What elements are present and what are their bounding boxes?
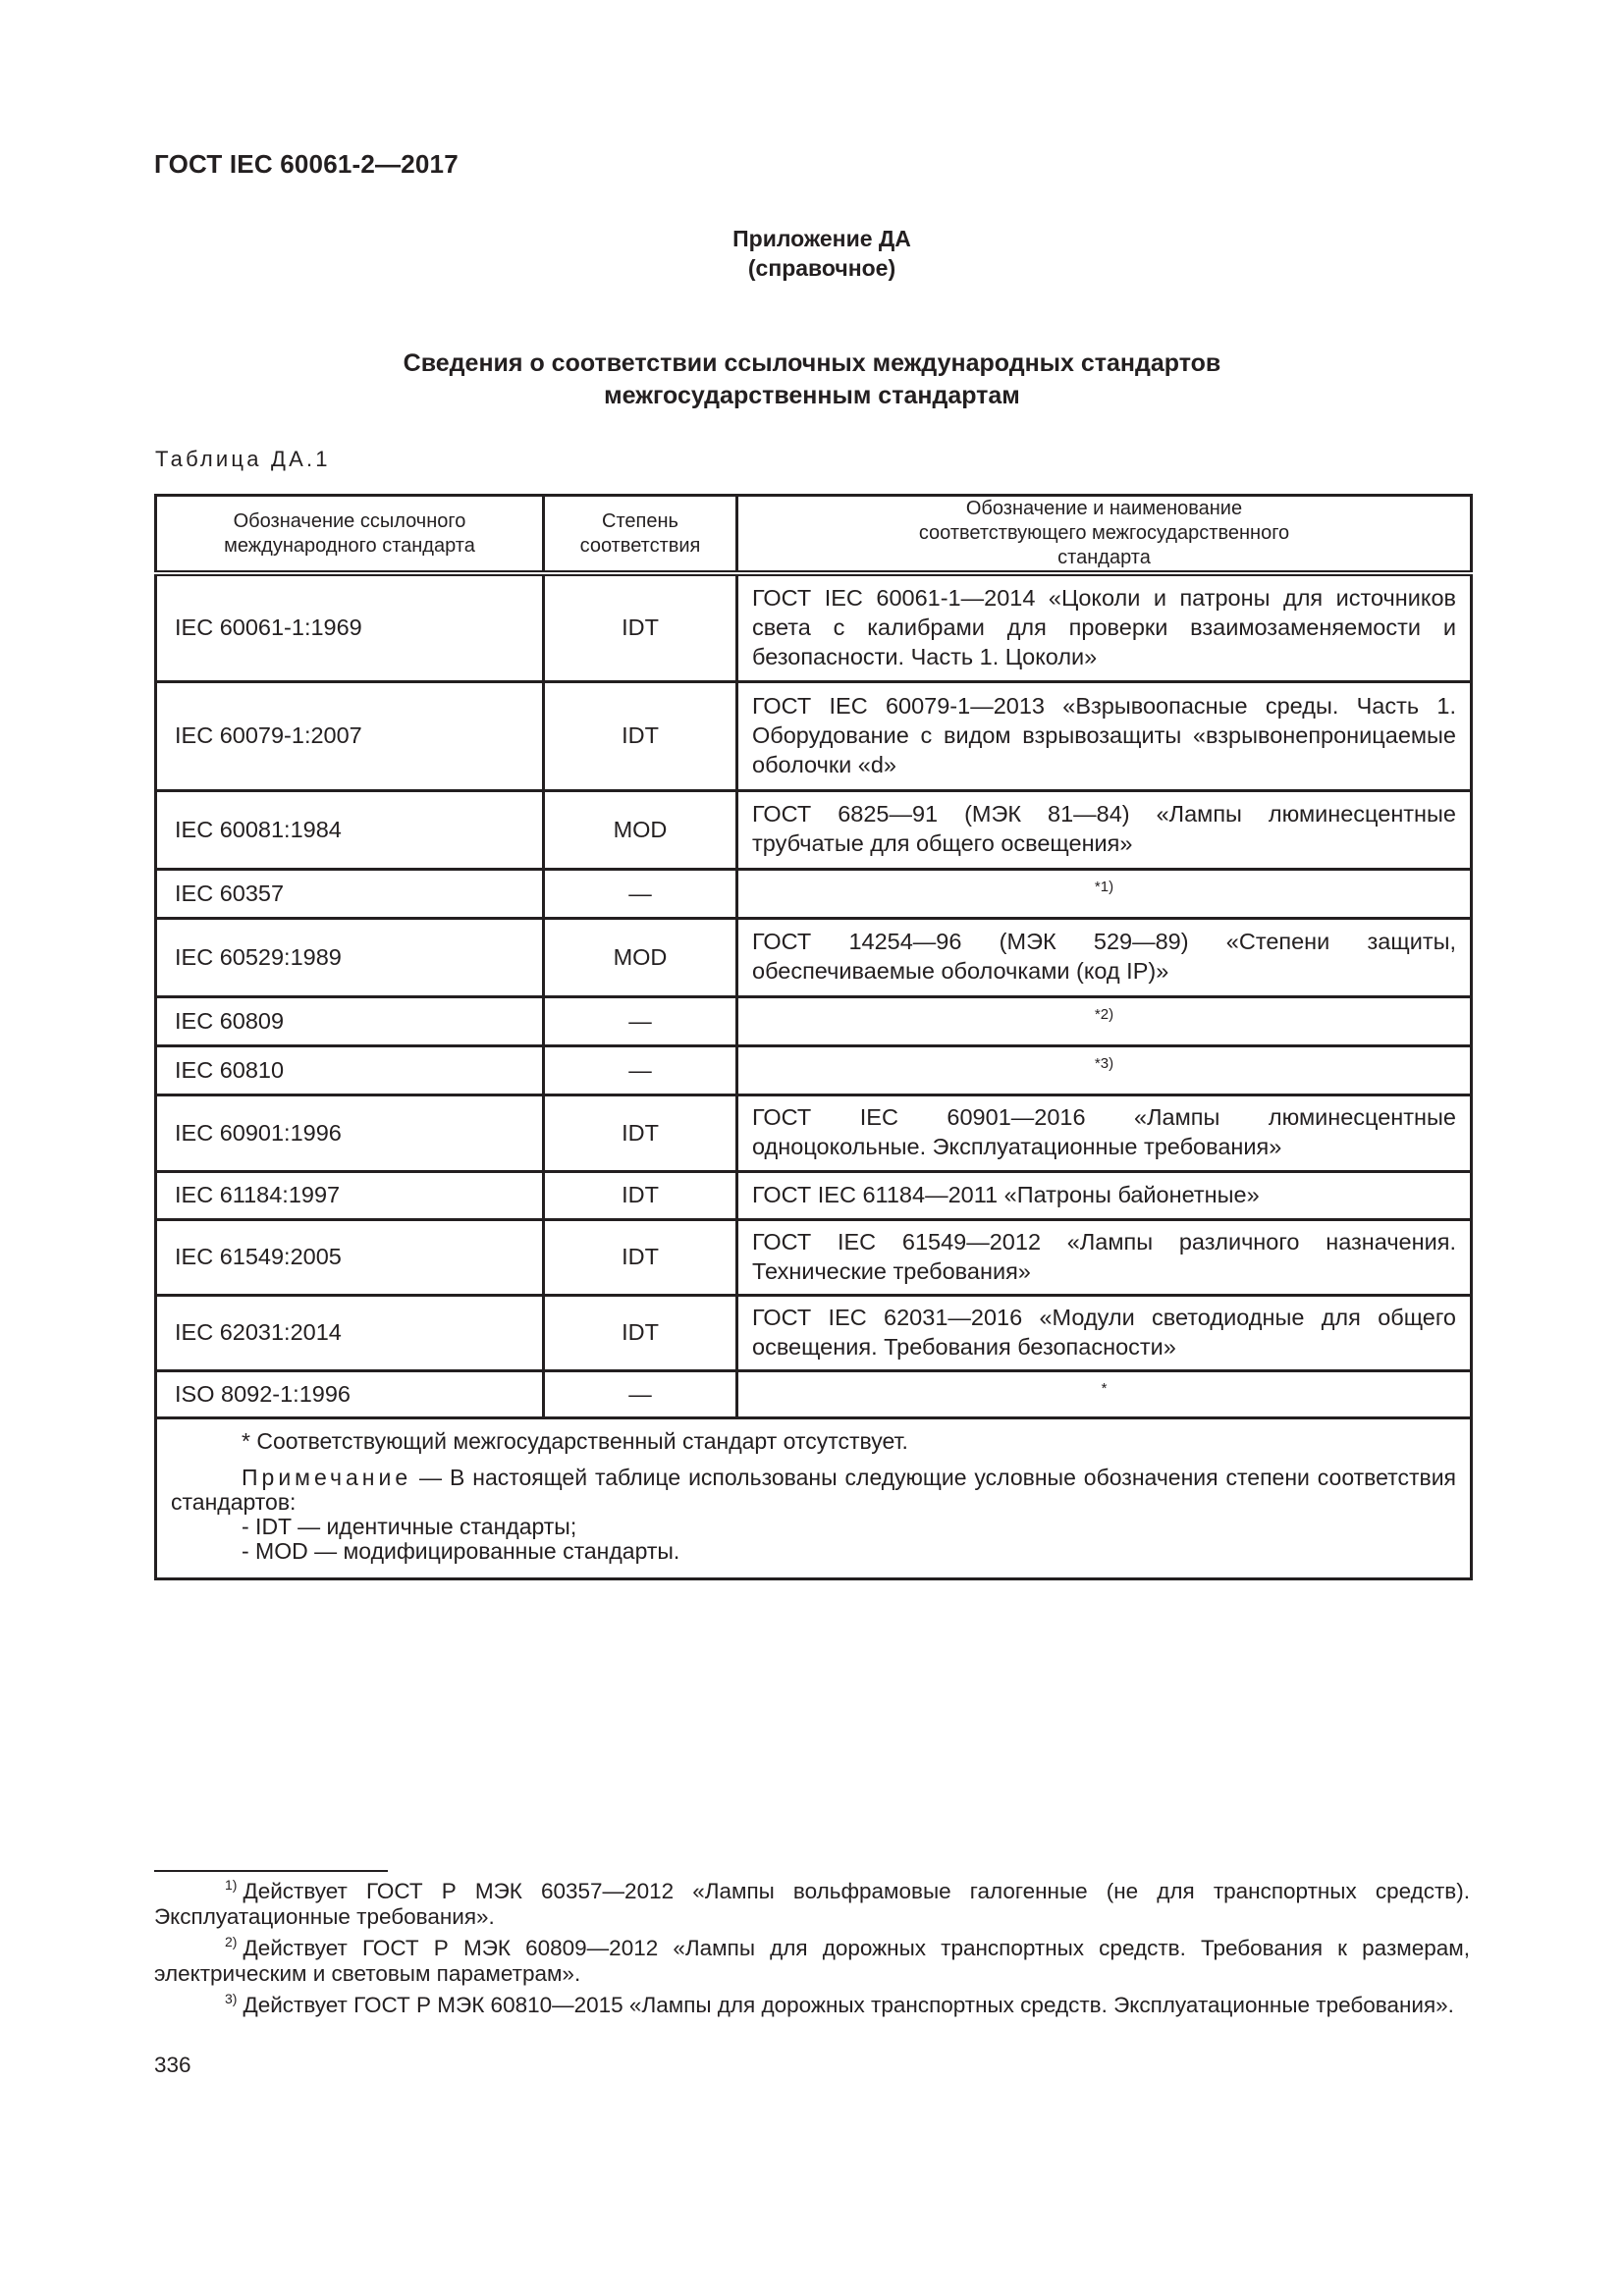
cell-international-standard: IEC 60061-1:1969 — [156, 573, 544, 681]
cell-interstate-standard: ГОСТ 6825—91 (МЭК 81—84) «Лампы люминесцентные трубчатые для общего освещения» — [737, 790, 1472, 869]
cell-degree: IDT — [544, 1171, 737, 1219]
cell-footnote-reference: *2) — [737, 996, 1472, 1045]
table-row — [156, 1171, 1472, 1219]
table-header-row — [156, 496, 1472, 574]
footnote-separator — [154, 1870, 388, 1872]
column-header-interstate-standard: Обозначение и наименование соответствующего межгосударственного стандарта — [737, 496, 1472, 574]
table-row — [156, 869, 1472, 918]
table-row — [156, 1095, 1472, 1171]
table-row — [156, 573, 1472, 681]
section-heading-line-1: Сведения о соответствии ссылочных международных стандартов — [403, 349, 1221, 377]
cell-interstate-standard: ГОСТ IEC 60061-1—2014 «Цоколи и патроны для источников света с калибрами для проверки взаимозаменяемости и безопасности. Часть 1. Цоколи» — [737, 573, 1472, 681]
cell-interstate-standard: ГОСТ 14254—96 (МЭК 529—89) «Степени защиты, обеспечиваемые оболочками (код IP)» — [737, 918, 1472, 996]
cell-international-standard: IEC 62031:2014 — [156, 1295, 544, 1370]
cell-degree: — — [544, 869, 737, 918]
cell-international-standard: IEC 60357 — [156, 869, 544, 918]
appendix-title: Приложение ДА — [732, 226, 911, 251]
document-id: ГОСТ IEC 60061-2—2017 — [154, 149, 459, 179]
cell-degree: IDT — [544, 1095, 737, 1171]
note-item-mod: - MOD — модифицированные стандарты. — [242, 1537, 680, 1564]
cell-degree: IDT — [544, 573, 737, 681]
table-row — [156, 1219, 1472, 1295]
table-notes-row — [156, 1417, 1472, 1578]
appendix-subtitle: (справочное) — [747, 255, 896, 281]
cell-international-standard: IEC 60081:1984 — [156, 790, 544, 869]
cell-international-standard: IEC 60079-1:2007 — [156, 681, 544, 790]
column-header-degree: Степень соответствия — [544, 496, 737, 574]
cell-footnote-reference: *1) — [737, 869, 1472, 918]
footnote-mark: 2) — [225, 1934, 238, 1949]
footnote-text: Действует ГОСТ Р МЭК 60357—2012 «Лампы вольфрамовые галогенные (не для транспортных средств). Эксплуатационные требования». — [154, 1879, 1470, 1929]
cell-international-standard: IEC 61549:2005 — [156, 1219, 544, 1295]
cell-degree: — — [544, 1045, 737, 1095]
footnote-text: Действует ГОСТ Р МЭК 60809—2012 «Лампы для дорожных транспортных средств. Требования к размерам, электрическим и световым параметрам». — [154, 1936, 1470, 1986]
cell-footnote-reference: * — [737, 1370, 1472, 1417]
cell-interstate-standard: ГОСТ IEC 61549—2012 «Лампы различного назначения. Технические требования» — [737, 1219, 1472, 1295]
footnote-3 — [154, 1993, 1470, 2018]
note-item-idt: - IDT — идентичные стандарты; — [242, 1513, 577, 1539]
cell-international-standard: IEC 60529:1989 — [156, 918, 544, 996]
cell-degree: IDT — [544, 1219, 737, 1295]
cell-degree: — — [544, 1370, 737, 1417]
table-caption: Таблица ДА.1 — [155, 447, 331, 471]
footnotes — [154, 1879, 1470, 2024]
table-row — [156, 1045, 1472, 1095]
footnote-mark: 3) — [225, 1991, 238, 2006]
cell-interstate-standard: ГОСТ IEC 62031—2016 «Модули светодиодные для общего освещения. Требования безопасности» — [737, 1295, 1472, 1370]
note-star: * Соответствующий межгосударственный стандарт отсутствует. — [242, 1427, 908, 1454]
correspondence-table — [154, 494, 1473, 1580]
footnote-2 — [154, 1936, 1470, 1987]
correspondence-table-container — [154, 494, 1470, 1580]
footnote-text: Действует ГОСТ Р МЭК 60810—2015 «Лампы для дорожных транспортных средств. Эксплуатационные требования». — [243, 1993, 1454, 2017]
cell-degree: MOD — [544, 790, 737, 869]
cell-interstate-standard: ГОСТ IEC 60079-1—2013 «Взрывоопасные среды. Часть 1. Оборудование с видом взрывозащиты «взрывонепроницаемые оболочки «d» — [737, 681, 1472, 790]
table-row — [156, 1370, 1472, 1417]
section-heading — [154, 347, 1470, 412]
note-paragraph — [171, 1466, 1456, 1515]
note-text: — В настоящей таблице использованы следующие условные обозначения степени соответствия стандартов: — [171, 1464, 1456, 1515]
column-header-international-standard: Обозначение ссылочного международного стандарта — [156, 496, 544, 574]
cell-international-standard: IEC 60901:1996 — [156, 1095, 544, 1171]
appendix-heading — [0, 224, 1624, 283]
table-row — [156, 1295, 1472, 1370]
cell-international-standard: IEC 60809 — [156, 996, 544, 1045]
page-number: 336 — [154, 2053, 191, 2077]
cell-degree: MOD — [544, 918, 737, 996]
cell-degree: — — [544, 996, 737, 1045]
cell-footnote-reference: *3) — [737, 1045, 1472, 1095]
cell-international-standard: IEC 61184:1997 — [156, 1171, 544, 1219]
note-label: Примечание — [242, 1464, 412, 1490]
cell-degree: IDT — [544, 1295, 737, 1370]
cell-interstate-standard: ГОСТ IEC 60901—2016 «Лампы люминесцентные одноцокольные. Эксплуатационные требования» — [737, 1095, 1472, 1171]
cell-international-standard: IEC 60810 — [156, 1045, 544, 1095]
table-row — [156, 996, 1472, 1045]
section-heading-line-2: межгосударственным стандартам — [604, 382, 1020, 409]
table-notes — [156, 1417, 1472, 1578]
cell-international-standard: ISO 8092-1:1996 — [156, 1370, 544, 1417]
table-row — [156, 790, 1472, 869]
footnote-mark: 1) — [225, 1877, 238, 1893]
table-body — [156, 573, 1472, 1417]
table-row — [156, 681, 1472, 790]
footnote-1 — [154, 1879, 1470, 1930]
cell-degree: IDT — [544, 681, 737, 790]
table-row — [156, 918, 1472, 996]
cell-interstate-standard: ГОСТ IEC 61184—2011 «Патроны байонетные» — [737, 1171, 1472, 1219]
